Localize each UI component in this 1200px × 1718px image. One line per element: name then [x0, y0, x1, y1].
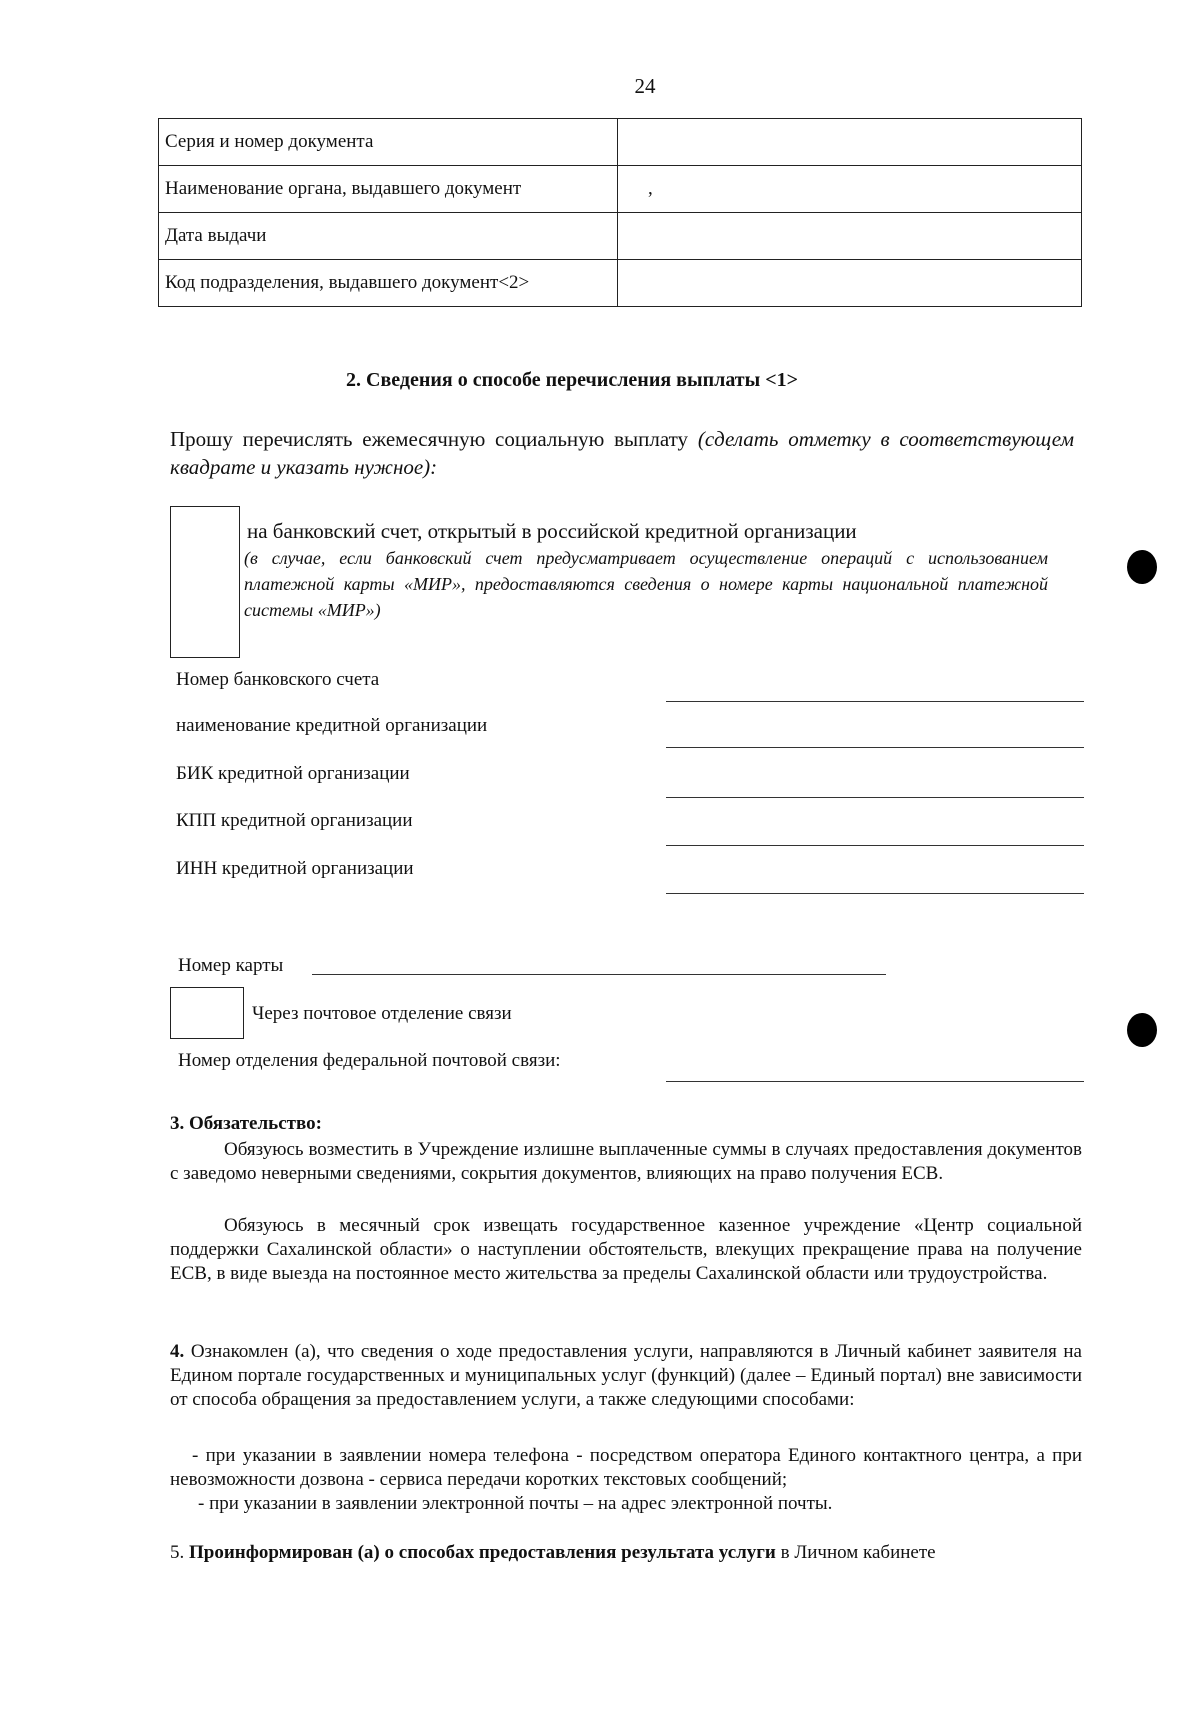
bank-option-note: (в случае, если банковский счет предусматривает осуществление операций с использованием платежной карты «МИР», предоставляются сведения о номере карты национальной платежной системы «МИР») [244, 548, 1048, 620]
table-cell-value[interactable] [618, 260, 1082, 307]
card-number-label: Номер карты [178, 955, 284, 976]
table-cell-label: Серия и номер документа [159, 119, 618, 166]
bank-name-line[interactable] [666, 747, 1084, 748]
bank-field-label-account: Номер банковского счета [176, 669, 380, 690]
table-cell-label: Дата выдачи [159, 213, 618, 260]
post-number-line[interactable] [666, 1081, 1084, 1082]
bank-account-line[interactable] [666, 701, 1084, 702]
section5-rest: в Личном кабинете [780, 1542, 936, 1563]
document-details-table [158, 118, 1082, 307]
section2-request [170, 425, 1074, 481]
table-row [159, 213, 1082, 260]
punch-hole-mark [1127, 550, 1157, 584]
table-row [159, 260, 1082, 307]
post-number-label: Номер отделения федеральной почтовой связи: [178, 1050, 561, 1071]
section5-paragraph [170, 1541, 1090, 1565]
bank-field-label-name: наименование кредитной организации [176, 715, 488, 736]
section5-number: 5. [170, 1542, 185, 1563]
table-cell-value[interactable] [618, 213, 1082, 260]
table-cell-label: Наименование органа, выдавшего документ [159, 166, 618, 213]
section3-paragraph-1: Обязуюсь возместить в Учреждение излишне выплаченные суммы в случаях предоставления документов с заведомо неверными сведениями, сокрытия документов, влияющих на право получения ЕСВ. [170, 1139, 1082, 1184]
section2-title: 2. Сведения о способе перечисления выплаты <1> [346, 369, 799, 391]
table-cell-label: Код подразделения, выдавшего документ<2> [159, 260, 618, 307]
section4-bullet-2: - при указании в заявлении электронной почты – на адрес электронной почты. [198, 1493, 833, 1514]
request-note: (сделать отметку в соответствующем квадрате и указать нужное): [170, 427, 1074, 479]
bank-kpp-line[interactable] [666, 845, 1084, 846]
bank-field-label-inn: ИНН кредитной организации [176, 858, 414, 879]
bank-account-checkbox[interactable] [170, 506, 240, 658]
bank-inn-line[interactable] [666, 893, 1084, 894]
section3-paragraph-2: Обязуюсь в месячный срок извещать государственное казенное учреждение «Центр социальной поддержки Сахалинской области» о наступлении обстоятельств, влекущих прекращение права на получение ЕСВ, в виде выезда на постоянное место жительства за пределы Сахалинской области или трудоустройства. [170, 1215, 1082, 1284]
page-number: 24 [634, 74, 656, 98]
table-cell-value[interactable]: , [618, 166, 1082, 213]
table-row [159, 166, 1082, 213]
table-row [159, 119, 1082, 166]
table-cell-value[interactable] [618, 119, 1082, 166]
section4-text: Ознакомлен (а), что сведения о ходе предоставления услуги, направляются в Личный кабинет заявителя на Едином портале государственных и муниципальных услуг (функций) (далее – Единый портал) вне зависимости от способа обращения за предоставлением услуги, а также следующими способами: [170, 1341, 1082, 1410]
bank-field-label-kpp: КПП кредитной организации [176, 810, 413, 831]
section5-bold: Проинформирован (а) о способах предоставления результата услуги [189, 1542, 776, 1563]
section4-number: 4. [170, 1341, 185, 1362]
request-text: Прошу перечислять ежемесячную социальную выплату [170, 427, 689, 451]
post-option-label: Через почтовое отделение связи [252, 1003, 512, 1024]
bank-field-label-bik: БИК кредитной организации [176, 763, 410, 784]
section4-paragraph [170, 1340, 1082, 1412]
card-number-line[interactable] [312, 974, 886, 975]
punch-hole-mark [1127, 1013, 1157, 1047]
post-office-checkbox[interactable] [170, 987, 244, 1039]
bank-bik-line[interactable] [666, 797, 1084, 798]
bank-option-label: на банковский счет, открытый в российской кредитной организации [247, 519, 857, 543]
section4-bullet-1: - при указании в заявлении номера телефона - посредством оператора Единого контактного центра, а при невозможности дозвона - сервиса передачи коротких текстовых сообщений; [170, 1445, 1082, 1490]
section3-title: 3. Обязательство: [170, 1113, 322, 1134]
